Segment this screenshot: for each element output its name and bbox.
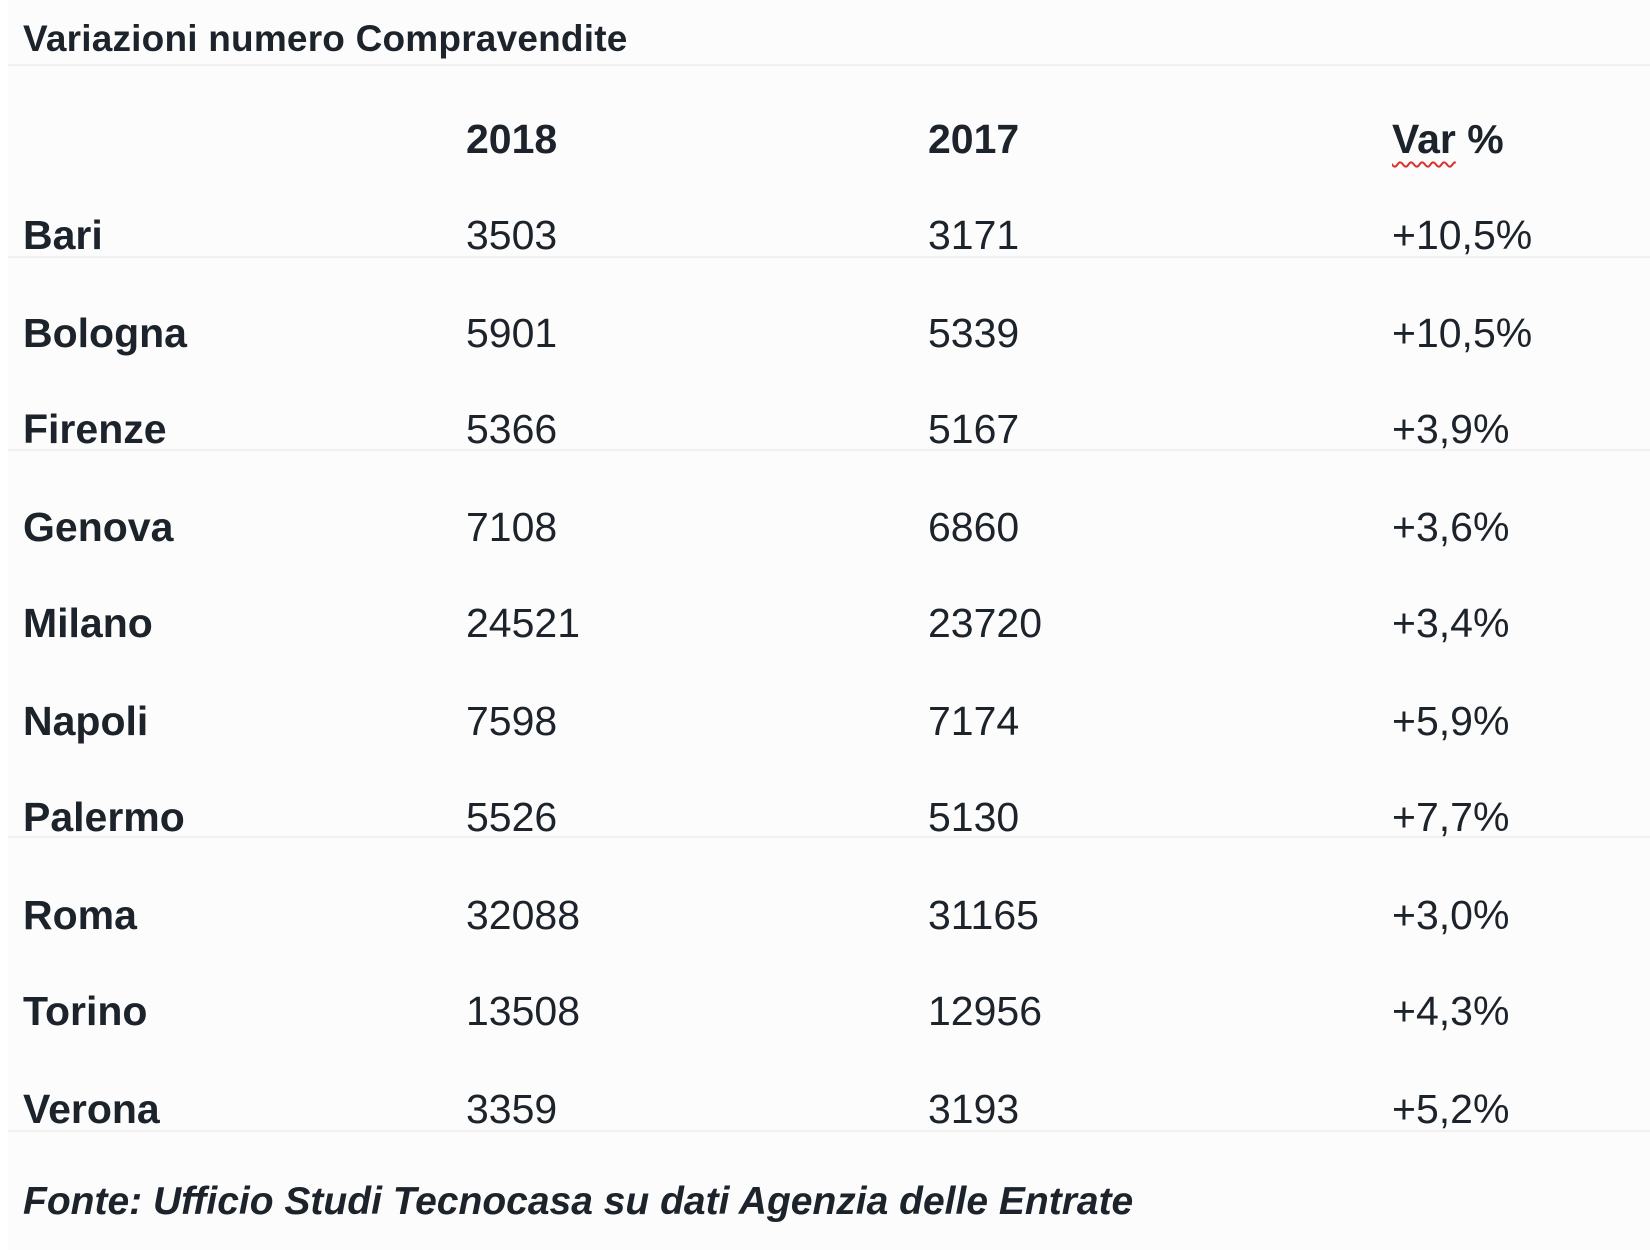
value-2017: 5339 (928, 310, 1020, 356)
value-2017: 3193 (928, 1086, 1020, 1132)
variation-value: +5,9% (1392, 698, 1510, 744)
header-var-label: Var (1392, 116, 1456, 162)
value-2018: 7108 (466, 504, 558, 550)
variation-value: +10,5% (1392, 212, 1533, 258)
city-label: Bologna (23, 310, 187, 356)
value-2017: 5167 (928, 406, 1020, 452)
value-2017: 3171 (928, 212, 1020, 258)
value-2018: 13508 (466, 988, 581, 1034)
variation-value: +3,9% (1392, 406, 1510, 452)
variation-value: +3,6% (1392, 504, 1510, 550)
city-label: Torino (23, 988, 148, 1034)
variation-value: +3,0% (1392, 892, 1510, 938)
city-label: Milano (23, 600, 153, 646)
city-label: Napoli (23, 698, 149, 744)
value-2017: 7174 (928, 698, 1020, 744)
header-var-percent (1392, 115, 1504, 163)
city-label: Genova (23, 504, 174, 550)
value-2017: 23720 (928, 600, 1043, 646)
value-2017: 12956 (928, 988, 1043, 1034)
value-2018: 5901 (466, 310, 558, 356)
value-2018: 7598 (466, 698, 558, 744)
value-2017: 31165 (928, 892, 1039, 938)
value-2017: 5130 (928, 794, 1020, 840)
source-note: Fonte: Ufficio Studi Tecnocasa su dati Agenzia delle Entrate (23, 1180, 1134, 1223)
value-2018: 32088 (466, 892, 581, 938)
page-title: Variazioni numero Compravendite (23, 18, 628, 59)
variation-value: +7,7% (1392, 794, 1510, 840)
header-2017: 2017 (928, 116, 1020, 162)
value-2018: 5526 (466, 794, 558, 840)
value-2017: 6860 (928, 504, 1020, 550)
city-label: Verona (23, 1086, 160, 1132)
variation-value: +4,3% (1392, 988, 1510, 1034)
table-divider (8, 64, 1650, 66)
variation-value: +5,2% (1392, 1086, 1510, 1132)
header-2018: 2018 (466, 116, 558, 162)
value-2018: 5366 (466, 406, 558, 452)
value-2018: 24521 (466, 600, 581, 646)
city-label: Bari (23, 212, 103, 258)
value-2018: 3359 (466, 1086, 558, 1132)
city-label: Palermo (23, 794, 185, 840)
variation-value: +10,5% (1392, 310, 1533, 356)
value-2018: 3503 (466, 212, 558, 258)
variation-value: +3,4% (1392, 600, 1510, 646)
header-percent-label: % (1467, 116, 1504, 162)
city-label: Roma (23, 892, 137, 938)
city-label: Firenze (23, 406, 167, 452)
